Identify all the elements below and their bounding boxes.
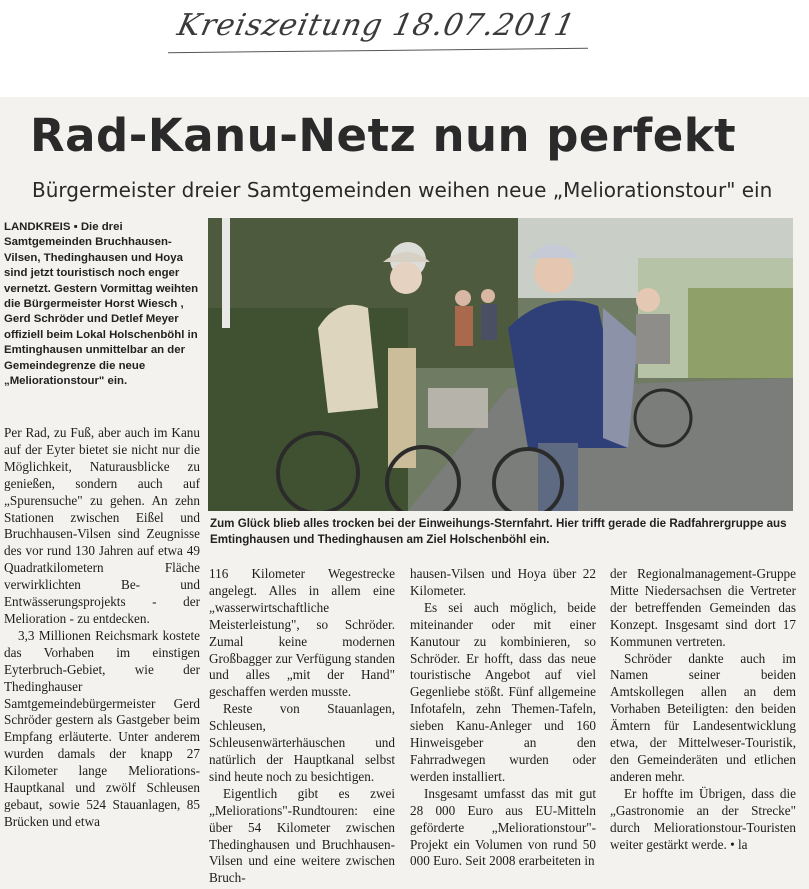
column-2-paragraph-2: Reste von Stauanlagen, Schleusen, Schleusenwärterhäuschen und natürlich der Hauptkanal selbst sind heute noch zu besichtigen. — [209, 701, 395, 784]
column-4-paragraph-1: der Regionalmanagement-Gruppe Mitte Niedersachsen die Vertreter der betreffenden Gemeinden das Konzept. Insgesamt sind dort 17 Kommunen vertreten. — [610, 566, 796, 649]
lead-kicker: LANDKREIS — [4, 221, 71, 233]
column-3-paragraph-1: hausen-Vilsen und Hoya über 22 Kilometer. — [410, 566, 596, 598]
column-3 — [410, 566, 596, 870]
lead-paragraph — [4, 220, 200, 389]
column-3-paragraph-2: Es sei auch möglich, beide miteinander oder mit einer Kanutour zu kombinieren, so Schröder. Er hofft, dass das neue touristische Angebot auf viel Gegenliebe stößt. Fünf allgemeine Infotafeln, zehn Themen-Tafeln, sieben Kanu-Anleger und 160 Hinweisgeber an den Fahrradwegen wurden oder werden installiert. — [410, 599, 596, 784]
column-1 — [4, 425, 200, 831]
column-2 — [209, 566, 395, 887]
column-4-paragraph-3: Er hoffte im Übrigen, dass die „Gastronomie an der Strecke" durch Meliorationstour-Touristen weiter gestärkt werde. • la — [610, 785, 796, 852]
headline: Rad-Kanu-Netz nun perfekt — [30, 109, 737, 162]
photo-cyclists — [208, 218, 793, 511]
photo-caption: Zum Glück blieb alles trocken bei der Einweihungs-Sternfahrt. Hier trifft gerade die Radfahrergruppe aus Emtinghausen und Thedinghausen am Ziel Holschenböhl ein. — [210, 517, 787, 546]
column-1-paragraph-2: 3,3 Millionen Reichsmark kostete das Vorhaben im einstigen Eyterbruch-Gebiet, wie der Thedinghauser Samtgemeindebürgermeister Gerd Schröder gestern als Gastgeber beim Empfang erläuterte. Unter anderem wurden damals der knapp 27 Kilometer lange Meliorations-Hauptkanal und zwölf Schleusen gebaut, sowie 524 Stauanlagen, 85 Brücken und etwa — [4, 627, 200, 829]
column-2-paragraph-1: 116 Kilometer Wegestrecke angelegt. Alles in allem eine „wasserwirtschaftliche Meisterleistung", so Schröder. Zumal keine modernen Großbagger zur Verfügung standen und alles „mit der Hand" geschaffen werden musste. — [209, 566, 395, 700]
column-4 — [610, 566, 796, 853]
column-2-paragraph-3: Eigentlich gibt es zwei „Meliorations"-Rundtouren: eine über 54 Kilometer zwischen Thedinghausen und Bruchhausen-Vilsen und eine weitere zwischen Bruch- — [209, 785, 395, 886]
subheadline: Bürgermeister dreier Samtgemeinden weihen neue „Meliorationstour" ein — [32, 178, 773, 202]
column-3-paragraph-3: Insgesamt umfasst das mit gut 28 000 Euro aus EU-Mitteln geförderte „Meliorationstour"-Projekt ein Volumen von rund 50 000 Euro. Seit 2008 erarbeiteten in — [410, 785, 596, 869]
column-4-paragraph-2: Schröder dankte auch im Namen seiner beiden Amtskollegen allen an dem Vorhaben Beteiligten: den beiden Ämtern für Landesentwicklung etwa, der Mittelweser-Touristik, den Gemeinderäten und etlichen anderen mehr. — [610, 650, 796, 784]
column-1-paragraph-1: Per Rad, zu Fuß, aber auch im Kanu auf der Eyter bietet sie nicht nur die Möglichkeit, Naturausblicke zu genießen, sondern auch auf „Spurensuche" zu gehen. An zehn Stationen zwischen Eißel und Bruchhausen-Vilsen sind Zeugnisse des vor rund 130 Jahren auf etwa 49 Quadratkilometern Fläche verwirklichten Be- und Entwässerungsprojekts - der Melioration - zu entdecken. — [4, 425, 200, 626]
lead-bullet: ▪ — [73, 221, 81, 233]
lead-text: Die drei Samtgemeinden Bruchhausen-Vilsen, Thedinghausen und Hoya sind jetzt touristisch noch enger vernetzt. Gestern Vormittag weihten die Bürgermeister Horst Wiesch , Gerd Schröder und Detlef Meyer offiziell beim Lokal Holschenböhl in Emtinghausen unmittelbar an der Gemeindegrenze die neue „Meliorationstour" ein. — [4, 221, 199, 388]
handwritten-underline — [168, 48, 588, 53]
handwritten-note: Kreiszeitung 18.07.2011 — [174, 8, 579, 43]
